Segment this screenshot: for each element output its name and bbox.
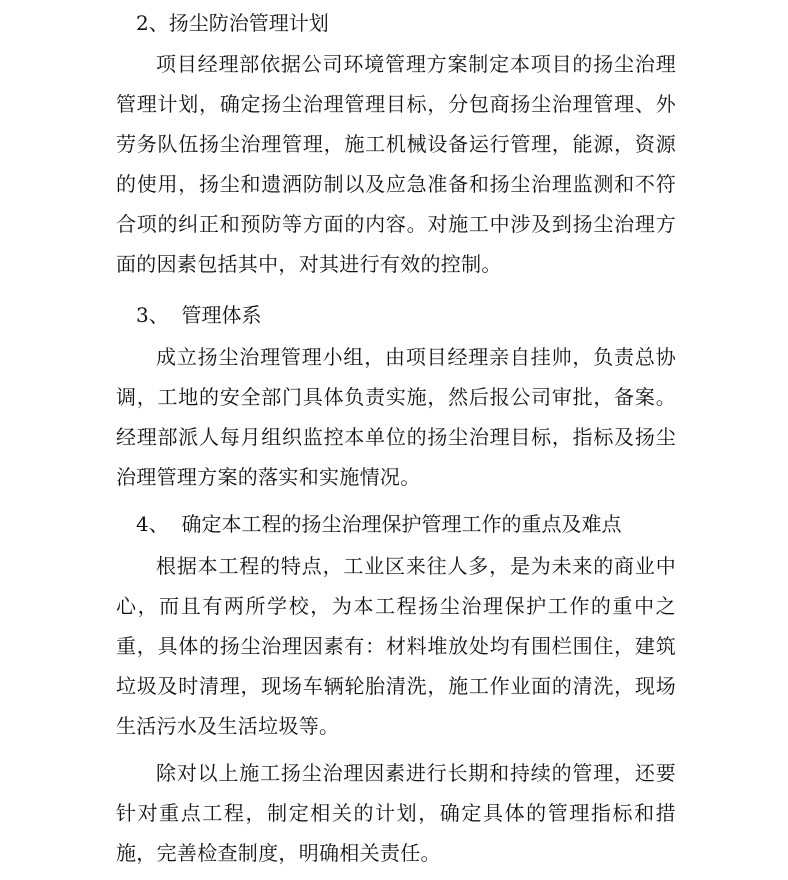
- paragraph-management-plan: 项目经理部依据公司环境管理方案制定本项目的扬尘治理管理计划，确定扬尘治理管理目标，分包商扬尘治理管理、外劳务队伍扬尘治理管理，施工机械设备运行管理，能源，资源的使用，扬尘和遗洒防制以及应急准备和扬尘治理监测和不符合项的纠正和预防等方面的内容。对施工中涉及到扬尘治理方面的因素包括其中，对其进行有效的控制。: [116, 52, 676, 276]
- paragraph-management-system: 成立扬尘治理管理小组，由项目经理亲自挂帅，负责总协调，工地的安全部门具体负责实施，然后报公司审批，备案。经理部派人每月组织监控本单位的扬尘治理目标，指标及扬尘治理管理方案的落实和实施情况。: [116, 345, 676, 489]
- section-heading-management-system: 3、 管理体系: [136, 303, 262, 327]
- section-heading-management-plan: 2、扬尘防治管理计划: [136, 11, 329, 35]
- section-heading-key-points: 4、 确定本工程的扬尘治理保护管理工作的重点及难点: [136, 512, 622, 536]
- paragraph-key-points: 根据本工程的特点，工业区来往人多，是为未来的商业中心，而且有两所学校，为本工程扬尘治理保护工作的重中之重，具体的扬尘治理因素有：材料堆放处均有围栏围住，建筑垃圾及时清理，现场车辆轮胎清洗，施工作业面的清洗，现场生活污水及生活垃圾等。: [116, 554, 676, 738]
- paragraph-continuous-management: 除对以上施工扬尘治理因素进行长期和持续的管理，还要针对重点工程，制定相关的计划，确定具体的管理指标和措施，完善检查制度，明确相关责任。: [116, 761, 676, 865]
